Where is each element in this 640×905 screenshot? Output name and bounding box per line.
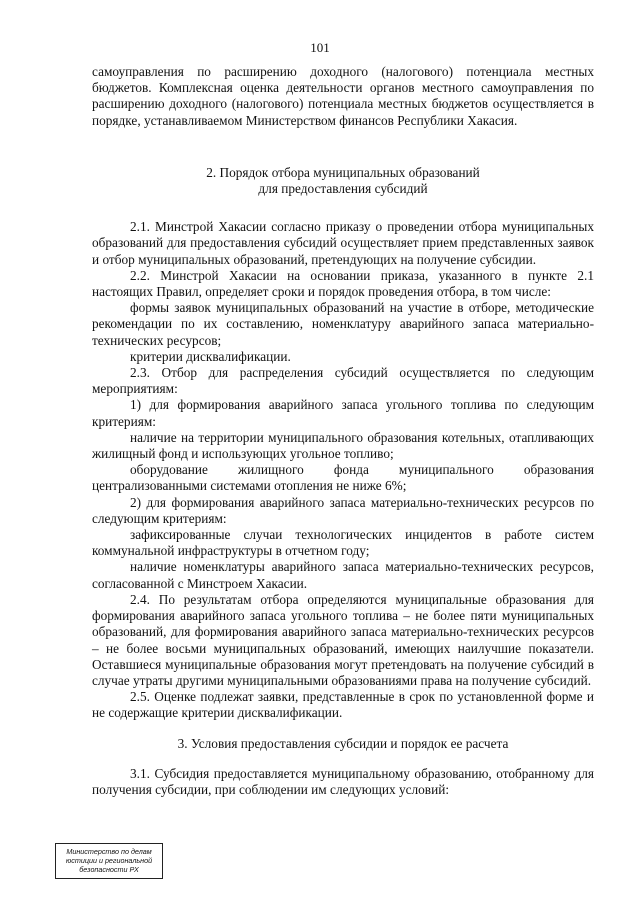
paragraph-2-2: 2.2. Минстрой Хакасии на основании приказа, указанного в пункте 2.1 настоящих Правил, определяет сроки и порядок проведения отбора, в том числе: <box>92 267 594 300</box>
stamp-line-3: безопасности РХ <box>79 865 139 874</box>
section-2-heading-line-2: для предоставления субсидий <box>258 181 428 197</box>
paragraph-2-1: 2.1. Минстрой Хакасии согласно приказу о проведении отбора муниципальных образований для предоставления субсидий осуществляет прием представленных заявок и отбор муниципальных образований, претендующих на получение субсидии. <box>92 219 594 267</box>
paragraph-disqualification: критерии дисквалификации. <box>130 348 291 364</box>
paragraph-heating: оборудование жилищного фонда муниципального образования централизованными системами отопления не ниже 6%; <box>92 462 594 494</box>
ministry-stamp <box>55 843 163 879</box>
document-body <box>92 64 594 798</box>
paragraph-forms: формы заявок муниципальных образований на участие в отборе, методические рекомендации по их составлению, номенклатуру аварийного запаса материально-технических ресурсов; <box>92 300 594 348</box>
paragraph-2-5: 2.5. Оценке подлежат заявки, представленные в срок по установленной форме и не содержащие критерии дисквалификации. <box>92 689 594 721</box>
stamp-line-1: Министерство по делам <box>66 847 152 856</box>
paragraph-criteria-resources: 2) для формирования аварийного запаса материально-технических ресурсов по следующим критериям: <box>92 494 594 526</box>
section-3-heading: 3. Условия предоставления субсидии и порядок ее расчета <box>177 735 509 751</box>
section-2-heading-line-1: 2. Порядок отбора муниципальных образований <box>206 164 480 180</box>
paragraph-incidents: зафиксированные случаи технологических инцидентов в работе систем коммунальной инфраструктуры в отчетном году; <box>92 527 594 559</box>
stamp-line-2: юстиции и региональной <box>65 856 153 865</box>
paragraph-2-3: 2.3. Отбор для распределения субсидий осуществляется по следующим мероприятиям: <box>92 365 594 397</box>
page-number: 101 <box>310 40 330 55</box>
paragraph-boilers: наличие на территории муниципального образования котельных, отапливающих жилищный фонд и использующих угольное топливо; <box>92 429 594 462</box>
paragraph-nomenclature: наличие номенклатуры аварийного запаса материально-технических ресурсов, согласованной с Минстроем Хакасии. <box>92 559 594 591</box>
paragraph-2-4: 2.4. По результатам отбора определяются муниципальные образования для формирования аварийного запаса угольного топлива – не более пяти муниципальных образований, для формирования аварийного запаса материально-технических ресурсов – не более восьми муниципальных образований, имеющих наилучшие показатели. Оставшиеся муниципальные образования могут претендовать на получение субсидий в случае утраты другими муниципальными образованиями права на получение субсидий. <box>92 591 594 688</box>
intro-paragraph: самоуправления по расширению доходного (налогового) потенциала местных бюджетов. Комплексная оценка деятельности органов местного самоуправления по расширению доходного (налогового) потенциала местных бюджетов осуществляется в порядке, устанавливаемом Министерством финансов Республики Хакасия. <box>92 64 594 128</box>
paragraph-3-1: 3.1. Субсидия предоставляется муниципальному образованию, отобранному для получения субсидии, при соблюдении им следующих условий: <box>92 765 594 797</box>
paragraph-criteria-coal: 1) для формирования аварийного запаса угольного топлива по следующим критериям: <box>92 397 594 429</box>
